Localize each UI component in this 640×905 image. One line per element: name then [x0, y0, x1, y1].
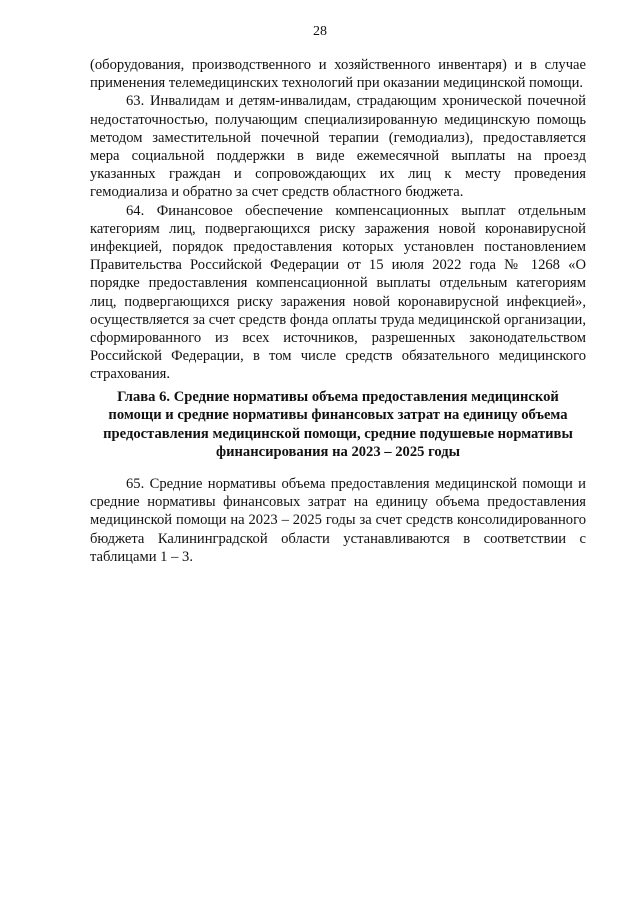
- chapter-heading-line: помощи и средние нормативы финансовых затрат на единицу объема: [108, 407, 568, 424]
- body-text-top: [90, 56, 586, 384]
- chapter-heading-line: предоставления медицинской помощи, средние подушевые нормативы: [103, 425, 573, 442]
- chapter-heading-line: Глава 6. Средние нормативы объема предоставления медицинской: [117, 389, 559, 405]
- paragraph-64: [90, 202, 586, 384]
- page-number: 28: [313, 24, 327, 39]
- paragraph-64-text: Финансовое обеспечение компенсационных выплат отдельным категориям лиц, подвергающихся риску заражения новой коронавирусной инфекцией, порядок предоставления которых установлен постановлением Правительства Российской Федерации от 15 июля 2022 года № 1268 «О порядке предоставления компенсационной выплаты отдельным категориям лиц, подвергающихся риску заражения новой коронавирусной инфекцией», осуществляется за счет средств фонда оплаты труда медицинской организации, сформированного из всех источников, разрешенных законодательством Российской Федерации, в том числе средств обязательного медицинского страхования.: [90, 202, 586, 383]
- chapter-heading-line: финансирования на 2023 – 2025 годы: [216, 444, 460, 461]
- paragraph-63-number: 63.: [126, 93, 145, 110]
- paragraph-65: [90, 475, 586, 566]
- chapter-heading: [90, 388, 586, 462]
- paragraph-65-number: 65.: [126, 476, 145, 492]
- body-text-bottom: [90, 475, 586, 566]
- paragraph-63-text: Инвалидам и детям-инвалидам, страдающим хронической почечной недостаточностью, получающим специализированную медицинскую помощь методом заместительной почечной терапии (гемодиализ), предоставляется мера социальной поддержки в виде ежемесячной выплаты на проезд указанных граждан и сопровождающих их лиц к месту проведения гемодиализа и обратно за счет средств областного бюджета.: [90, 93, 586, 201]
- continuation-paragraph: (оборудования, производственного и хозяйственного инвентаря) и в случае применения телемедицинских технологий при оказании медицинской помощи.: [90, 57, 586, 92]
- paragraph-64-number: 64.: [126, 202, 145, 219]
- paragraph-65-text: Средние нормативы объема предоставления медицинской помощи и средние нормативы финансовых затрат на единицу объема предоставления медицинской помощи на 2023 – 2025 годы за счет средств консолидированного бюджета Калининградской области устанавливаются в соответствии с таблицами 1 – 3.: [90, 476, 586, 565]
- paragraph-63: [90, 92, 586, 201]
